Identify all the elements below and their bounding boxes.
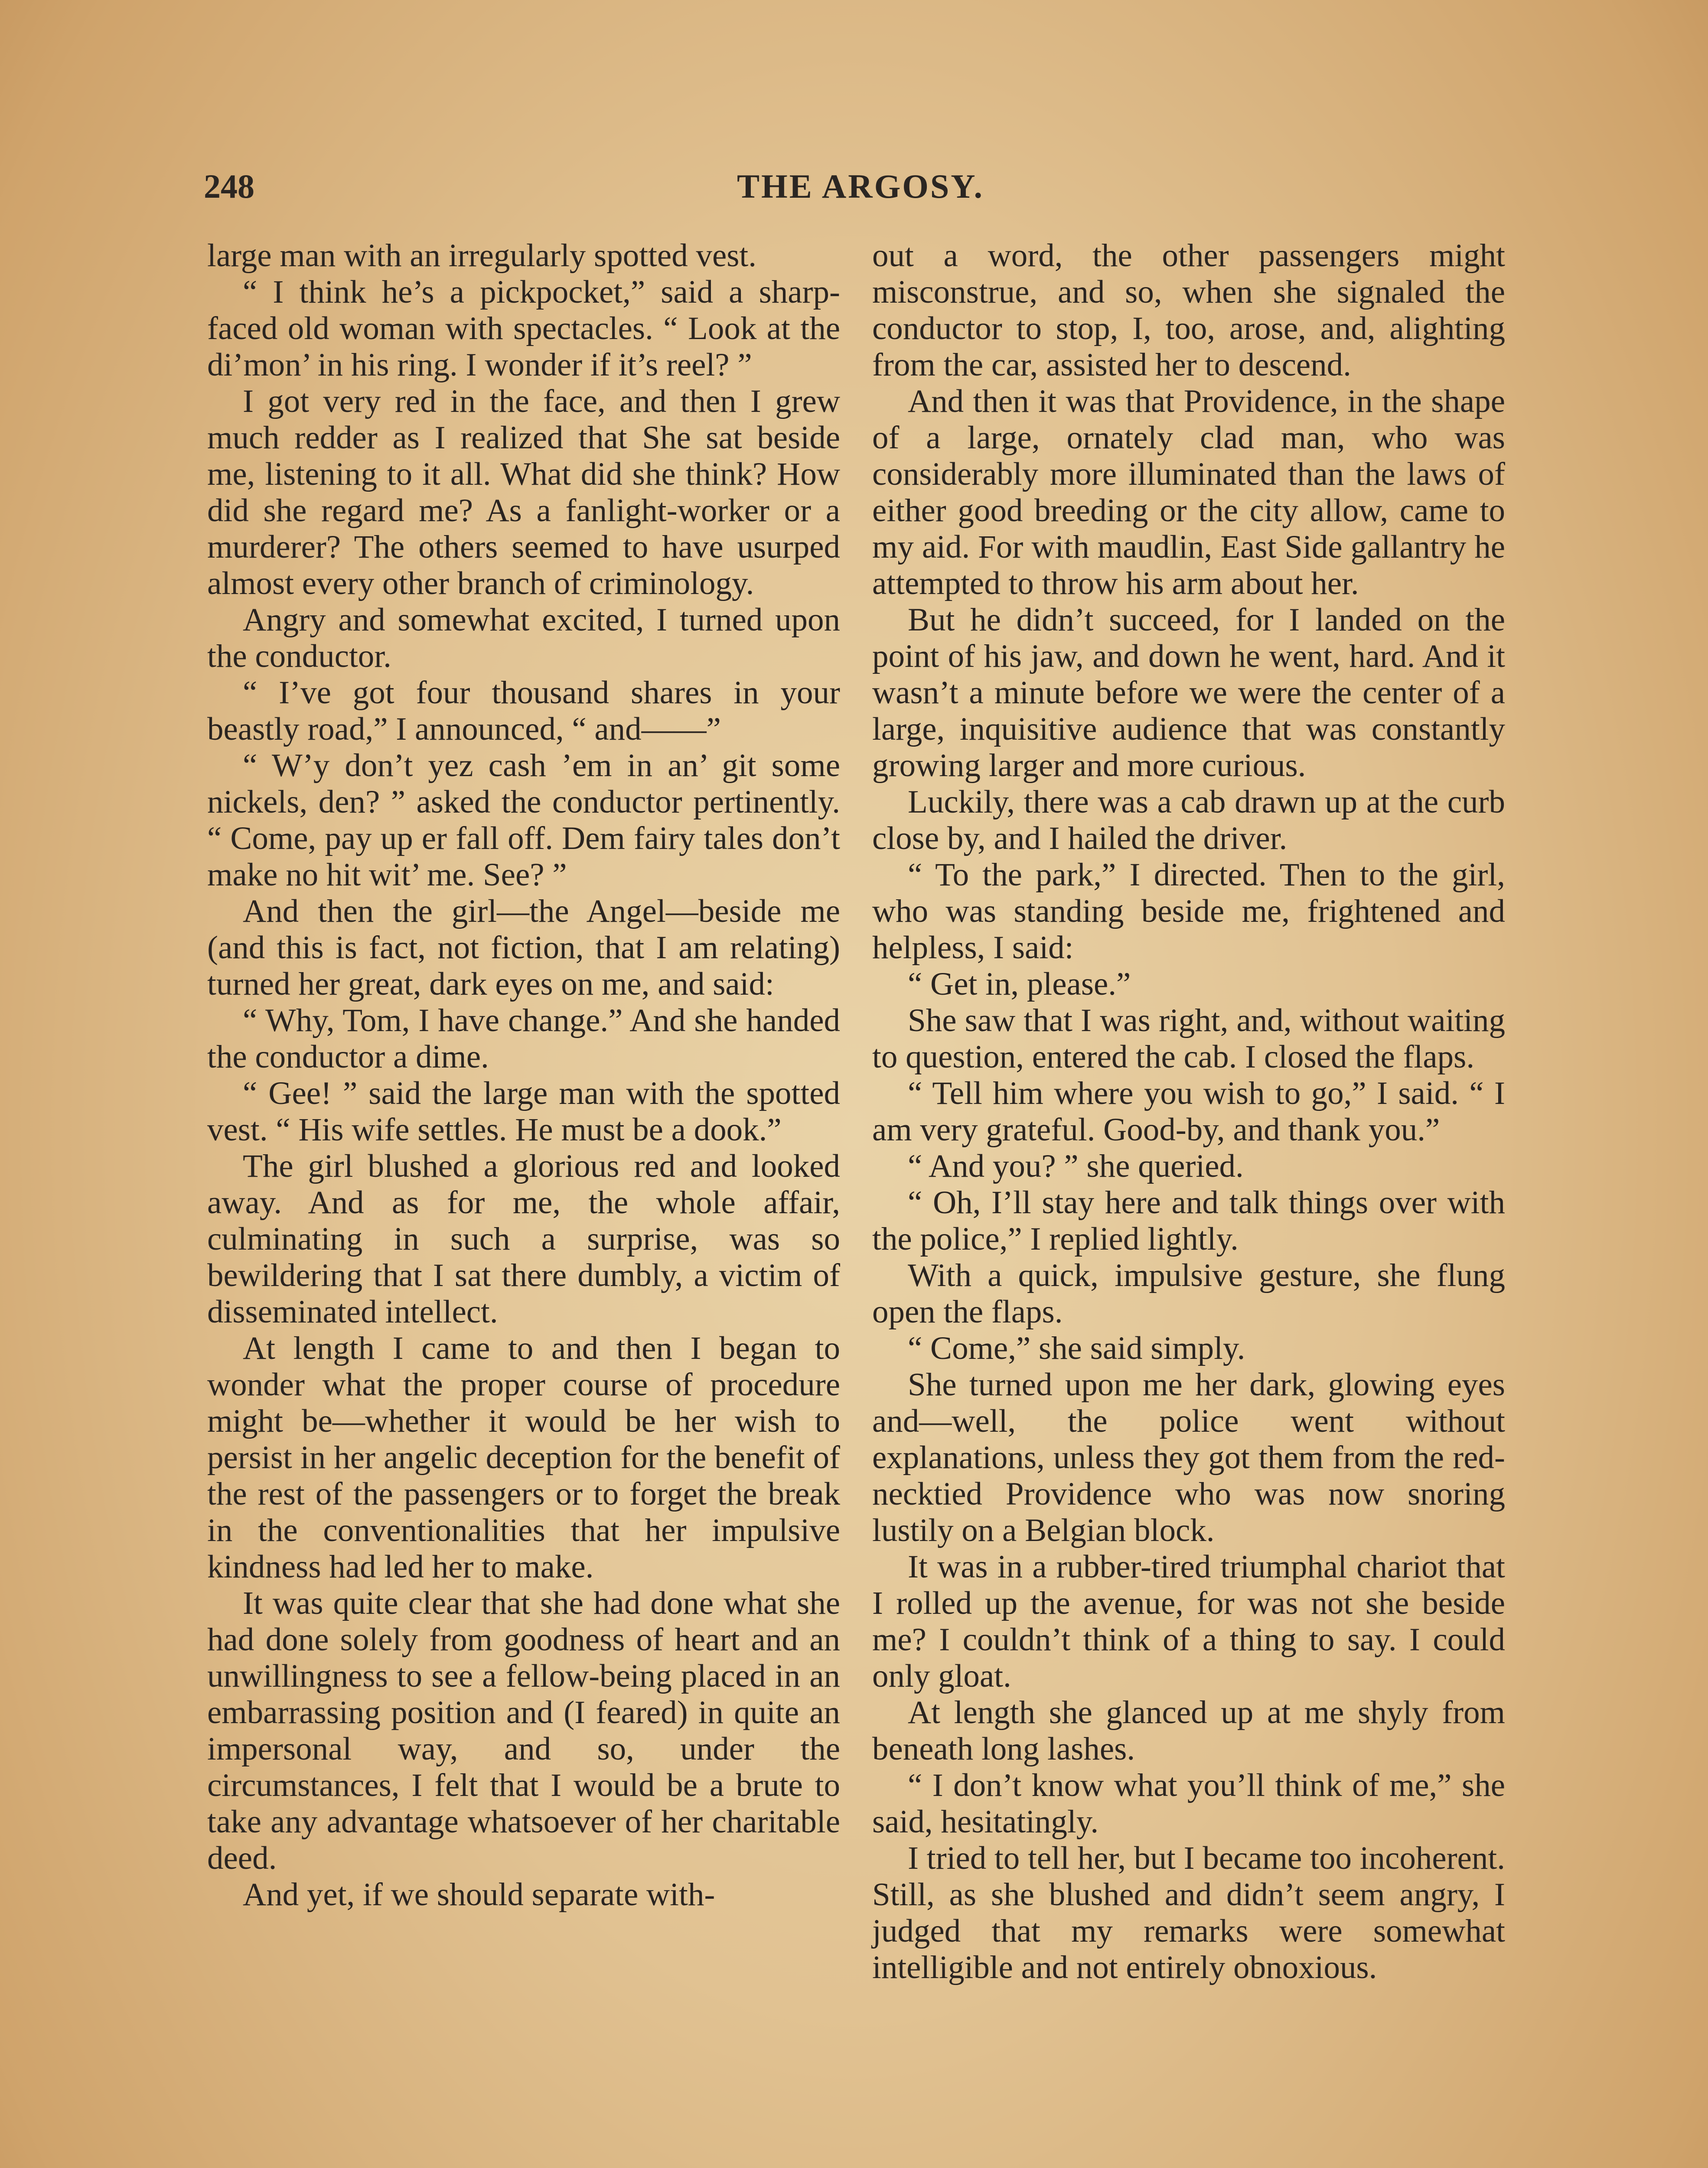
paragraph: It was in a rubber-tired triumphal chariot that I rolled up the avenue, for was not she beside me? I couldn’t think of a thing to say. I could only gloat. — [872, 1549, 1505, 1694]
paragraph: “ Gee! ” said the large man with the spotted vest. “ His wife settles. He must be a dook.” — [207, 1075, 840, 1148]
paragraph: At length I came to and then I began to wonder what the proper course of procedure might be—whether it would be her wish to persist in her angelic deception for the benefit of the rest of the passengers or to forget the break in the conventionalities that her impulsive kindness had led her to make. — [207, 1330, 840, 1585]
paragraph: Angry and somewhat excited, I turned upon the conductor. — [207, 602, 840, 674]
paragraph: “ Oh, I’ll stay here and talk things over with the police,” I replied lightly. — [872, 1185, 1505, 1257]
paragraph: “ Why, Tom, I have change.” And she handed the conductor a dime. — [207, 1002, 840, 1075]
paragraph: The girl blushed a glorious red and looked away. And as for me, the whole affair, culminating in such a surprise, was so bewildering that I sat there dumbly, a victim of disseminated intellect. — [207, 1148, 840, 1330]
paragraph: I got very red in the face, and then I grew much redder as I realized that She sat beside me, listening to it all. What did she think? How did she regard me? As a fanlight-worker or a murderer? The others seemed to have usurped almost every other branch of criminology. — [207, 383, 840, 601]
paragraph: It was quite clear that she had done what she had done solely from goodness of heart and an unwillingness to see a fellow-being placed in an embarrassing position and (I feared) in quite an impersonal way, and so, under the circumstances, I felt that I would be a brute to take any advantage whatsoever of her charitable deed. — [207, 1585, 840, 1876]
paragraph: “ Tell him where you wish to go,” I said. “ I am very grateful. Good-by, and thank you.” — [872, 1075, 1505, 1148]
paragraph: “ I think he’s a pickpocket,” said a sharp-faced old woman with spectacles. “ Look at the di’mon’ in his ring. I wonder if it’s reel? ” — [207, 274, 840, 383]
paragraph: “ W’y don’t yez cash ’em in an’ git some nickels, den? ” asked the conductor pertinently. “ Come, pay up er fall off. Dem fairy tales don’t make no hit wit’ me. See? ” — [207, 748, 840, 893]
running-title: THE ARGOSY. — [737, 167, 984, 205]
paragraph: And then the girl—the Angel—beside me (and this is fact, not fiction, that I am relating) turned her great, dark eyes on me, and said: — [207, 893, 840, 1002]
paragraph: “ I’ve got four thousand shares in your beastly road,” I announced, “ and——” — [207, 675, 840, 747]
paragraph: I tried to tell her, but I became too incoherent. Still, as she blushed and didn’t seem angry, I judged that my remarks were somewhat intelligible and not entirely obnoxious. — [872, 1840, 1505, 1985]
paragraph: out a word, the other passengers might misconstrue, and so, when she signaled the conductor to stop, I, too, arose, and, alighting from the car, assisted her to descend. — [872, 238, 1505, 383]
paragraph: “ Get in, please.” — [908, 966, 1131, 1002]
paragraph: “ I don’t know what you’ll think of me,” she said, hesitatingly. — [872, 1767, 1505, 1840]
paragraph: “ And you? ” she queried. — [908, 1148, 1244, 1184]
right-text-column — [872, 238, 1505, 1986]
left-text-column — [207, 238, 840, 1913]
paragraph: And yet, if we should separate with- — [243, 1877, 715, 1913]
paragraph: large man with an irregularly spotted vest. — [207, 238, 757, 274]
page-header — [204, 167, 984, 215]
paragraph: “ To the park,” I directed. Then to the girl, who was standing beside me, frightened and helpless, I said: — [872, 857, 1505, 966]
paragraph: She turned upon me her dark, glowing eyes and—well, the police went without explanations, unless they got them from the red-necktied Providence who was now snoring lustily on a Belgian block. — [872, 1367, 1505, 1548]
paragraph: She saw that I was right, and, without waiting to question, entered the cab. I closed the flaps. — [872, 1002, 1505, 1075]
page-number: 248 — [204, 167, 254, 205]
paragraph: And then it was that Providence, in the shape of a large, ornately clad man, who was considerably more illuminated than the laws of either good breeding or the city allow, came to my aid. For with maudlin, East Side gallantry he attempted to throw his arm about her. — [872, 383, 1505, 601]
paragraph: “ Come,” she said simply. — [908, 1330, 1245, 1366]
paragraph: But he didn’t succeed, for I landed on the point of his jaw, and down he went, hard. And it wasn’t a minute before we were the center of a large, inquisitive audience that was constantly growing larger and more curious. — [872, 602, 1505, 784]
paragraph: At length she glanced up at me shyly from beneath long lashes. — [872, 1695, 1505, 1767]
paragraph: Luckily, there was a cab drawn up at the curb close by, and I hailed the driver. — [872, 784, 1505, 856]
paragraph: With a quick, impulsive gesture, she flung open the flaps. — [872, 1257, 1505, 1330]
